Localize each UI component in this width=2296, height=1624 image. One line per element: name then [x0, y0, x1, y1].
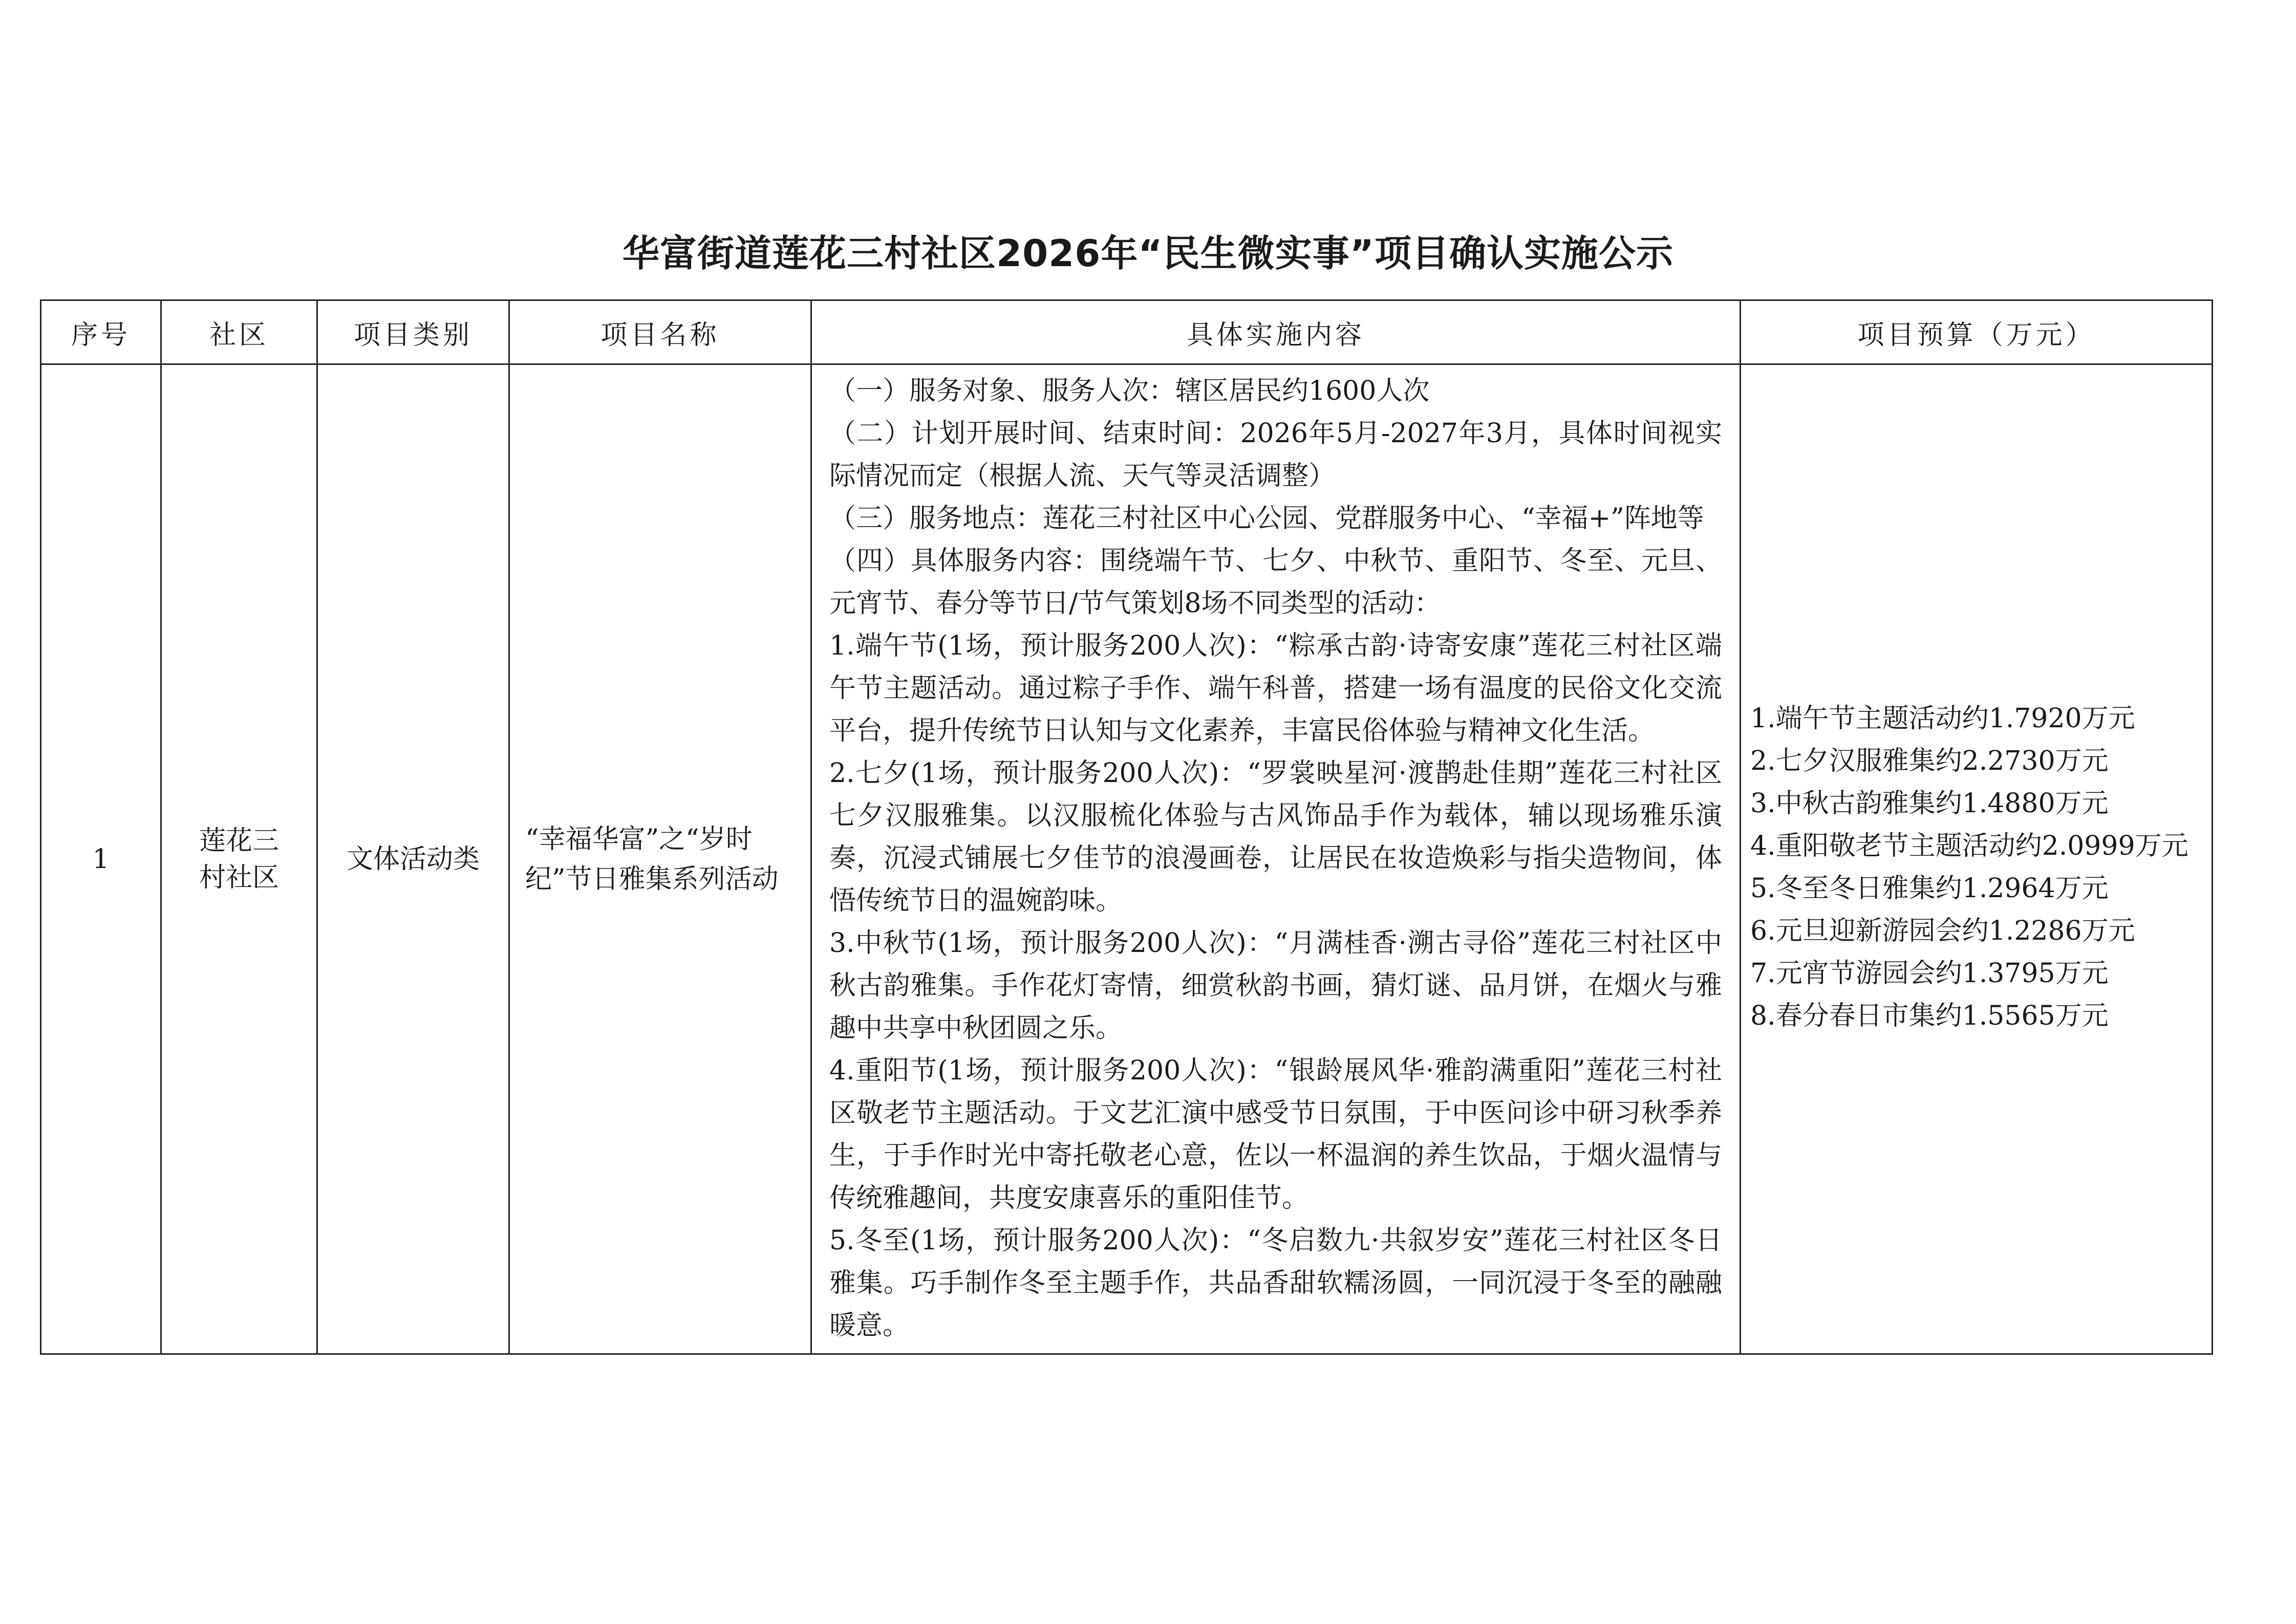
budget-item: 8.春分春日市集约1.5565万元 [1750, 1001, 2109, 1031]
budget-item: 3.中秋古韵雅集约1.4880万元 [1750, 788, 2109, 819]
budget-item: 7.元宵节游园会约1.3795万元 [1750, 958, 2109, 989]
content-paragraph: 3.中秋节(1场，预计服务200人次)：“月满桂香·溯古寻俗”莲花三村社区中秋古韵雅集。手作花灯寄情，细赏秋韵书画，猜灯谜、品月饼，在烟火与雅趣中共享中秋团圆之乐。 [829, 928, 1722, 1044]
page-title: 华富街道莲花三村社区2026年“民生微实事”项目确认实施公示 [622, 232, 1674, 275]
budget-list [1750, 698, 2202, 1037]
content-paragraph: （四）具体服务内容：围绕端午节、七夕、中秋节、重阳节、冬至、元旦、元宵节、春分等节日/节气策划8场不同类型的活动： [829, 546, 1722, 619]
table-row [41, 364, 2213, 1354]
content-paragraph: 4.重阳节(1场，预计服务200人次)：“银龄展风华·雅韵满重阳”莲花三村社区敬老节主题活动。于文艺汇演中感受节日氛围，于中医问诊中研习秋季养生，于手作时光中寄托敬老心意，佐以一杯温润的养生饮品，于烟火温情与传统雅趣间，共度安康喜乐的重阳佳节。 [829, 1055, 1722, 1214]
cell-project-name: “幸福华富”之“岁时纪”节日雅集系列活动 [509, 364, 811, 1354]
cell-budget [1741, 364, 2213, 1354]
content-paragraph: （二）计划开展时间、结束时间：2026年5月-2027年3月，具体时间视实际情况而定（根据人流、天气等灵活调整） [829, 418, 1722, 491]
content-paragraph: 1.端午节(1场，预计服务200人次)：“粽承古韵·诗寄安康”莲花三村社区端午节主题活动。通过粽子手作、端午科普，搭建一场有温度的民俗文化交流平台，提升传统节日认知与文化素养，丰富民俗体验与精神文化生活。 [829, 631, 1722, 746]
budget-item: 5.冬至冬日雅集约1.2964万元 [1750, 873, 2109, 904]
header-project-name: 项目名称 [509, 300, 811, 364]
project-table [40, 299, 2213, 1355]
budget-item: 1.端午节主题活动约1.7920万元 [1750, 703, 2135, 734]
cell-community: 莲花三村社区 [161, 364, 317, 1354]
content-paragraph: （一）服务对象、服务人次：辖区居民约1600人次 [829, 376, 1430, 406]
cell-index: 1 [41, 364, 161, 1354]
content-paragraph: 5.冬至(1场，预计服务200人次)：“冬启数九·共叙岁安”莲花三村社区冬日雅集。巧手制作冬至主题手作，共品香甜软糯汤圆，一同沉浸于冬至的融融暖意。 [829, 1225, 1722, 1341]
header-category: 项目类别 [317, 300, 509, 364]
header-content: 具体实施内容 [811, 300, 1741, 364]
budget-item: 4.重阳敬老节主题活动约2.0999万元 [1750, 831, 2188, 861]
budget-item: 2.七夕汉服雅集约2.2730万元 [1750, 746, 2109, 776]
header-budget: 项目预算（万元） [1741, 300, 2213, 364]
header-index: 序号 [41, 300, 161, 364]
header-community: 社区 [161, 300, 317, 364]
cell-category: 文体活动类 [317, 364, 509, 1354]
cell-content [811, 364, 1741, 1354]
content-paragraph: 2.七夕(1场，预计服务200人次)：“罗裳映星河·渡鹊赴佳期”莲花三村社区七夕汉服雅集。以汉服梳化体验与古风饰品手作为载体，辅以现场雅乐演奏，沉浸式铺展七夕佳节的浪漫画卷，让居民在妆造焕彩与指尖造物间，体悟传统节日的温婉韵味。 [829, 758, 1722, 916]
table-header-row [41, 300, 2213, 364]
content-paragraph: （三）服务地点：莲花三村社区中心公园、党群服务中心、“幸福+”阵地等 [829, 503, 1704, 534]
budget-item: 6.元旦迎新游园会约1.2286万元 [1750, 916, 2135, 946]
